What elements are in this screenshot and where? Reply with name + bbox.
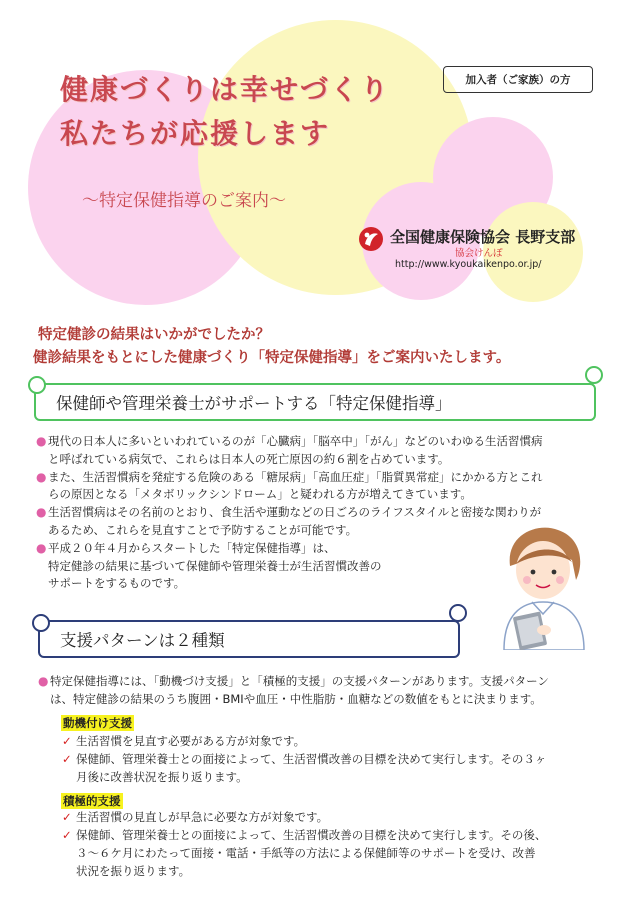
bullet-item: ● 特定保健指導には、「動機づけ支援」と「積極的支援」の支援パターンがあります。支援パターン (38, 673, 608, 691)
audience-tag: 加入者（ご家族）の方 (443, 66, 593, 93)
banner-curl-right-icon (449, 604, 467, 622)
bullet-item-cont: は、特定健診の結果のうち腹囲・BMIや血圧・中性脂肪・血糖などの数値をもとに決まります。 (50, 691, 542, 706)
org-nickname: 協会けんぽ (455, 248, 503, 259)
check-mark-icon: ✓ (62, 734, 72, 748)
bullet-dot-icon: ● (36, 434, 47, 448)
banner-curl-left-icon (32, 614, 50, 632)
section-heading-support-text: 保健師や管理栄養士がサポートする「特定保健指導」 (56, 394, 452, 413)
check-mark-icon: ✓ (62, 828, 72, 842)
section-heading-patterns-text: 支援パターンは２種類 (60, 631, 225, 650)
section-heading-support (34, 383, 596, 421)
check-item: ✓ 生活習慣を見直す必要がある方が対象です。 (62, 734, 306, 748)
bullet-item-cont: らの原因となる「メタボリックシンドローム」と疑われる方が増えてきています。 (48, 487, 472, 502)
check-item-cont: 状況を振り返ります。 (76, 864, 191, 878)
section2-intro (38, 673, 608, 709)
support-type-label-active: 積極的支援 (63, 794, 121, 808)
bullet-dot-icon: ● (36, 469, 47, 484)
bullet-item: ● また、生活習慣病を発症する危険のある「糖尿病」「高血圧症」「脂質異常症」にかかる方とこれ (36, 469, 606, 487)
org-logo-icon (358, 226, 384, 252)
check-item: ✓ 保健師、管理栄養士との面接によって、生活習慣改善の目標を決めて実行します。その後、 (62, 828, 547, 842)
bullet-item-cont: 特定健診の結果に基づいて保健師や管理栄養士が生活習慣改善の (48, 558, 382, 573)
bullet-item-cont: あるため、これらを見直すことで予防することが可能です。 (48, 522, 358, 537)
bullet-item-cont: サポートをするものです。 (48, 576, 186, 591)
check-mark-icon: ✓ (62, 752, 72, 766)
check-item: ✓ 生活習慣の見直しが早急に必要な方が対象です。 (62, 810, 329, 824)
check-item-cont: ３～６ケ月にわたって面接・電話・手紙等の方法による保健師等のサポートを受け、改善 (76, 846, 536, 860)
check-item: ✓ 保健師、管理栄養士との面接によって、生活習慣改善の目標を決めて実行します。その３ヶ (62, 752, 547, 766)
nurse-illustration (488, 520, 598, 650)
banner-curl-right-icon (585, 366, 603, 384)
bullet-item-cont: と呼ばれている病気で、これらは日本人の死亡原因の約６割を占めています。 (48, 451, 450, 466)
support-type-items-motivation (62, 732, 607, 786)
org-url[interactable]: http://www.kyoukaikenpo.or.jp/ (395, 259, 542, 270)
subtitle: ～特定保健指導のご案内～ (82, 191, 286, 211)
support-type-label-motivation: 動機付け支援 (63, 716, 132, 730)
bullet-item: ● 平成２０年４月からスタートした「特定保健指導」は、 (36, 540, 606, 558)
bullet-dot-icon: ● (36, 505, 47, 520)
section-heading-patterns (38, 620, 460, 658)
title-line-2: 私たちが応援します (60, 117, 331, 150)
banner-curl-left-icon (28, 376, 46, 394)
support-type-items-active (62, 808, 607, 880)
title-line-1: 健康づくりは幸せづくり (60, 73, 391, 106)
check-mark-icon: ✓ (62, 810, 72, 824)
bullet-item: ● 現代の日本人に多いといわれているのが「心臓病」「脳卒中」「がん」などのいわゆる生活習慣病 (36, 433, 606, 451)
check-item-cont: 月後に改善状況を振り返ります。 (76, 770, 248, 784)
intro-line-2: 健診結果をもとにした健康づくり「特定保健指導」をご案内いたします。 (33, 350, 511, 366)
intro-line-1: 特定健診の結果はいかがでしたか？ (38, 327, 270, 343)
bullet-item: ● 生活習慣病はその名前のとおり、食生活や運動などの日ごろのライフスタイルと密接な関わりが (36, 504, 606, 522)
bullet-dot-icon: ● (38, 674, 49, 688)
bullet-dot-icon: ● (36, 540, 47, 555)
org-name: 全国健康保険協会 長野支部 (390, 228, 576, 246)
